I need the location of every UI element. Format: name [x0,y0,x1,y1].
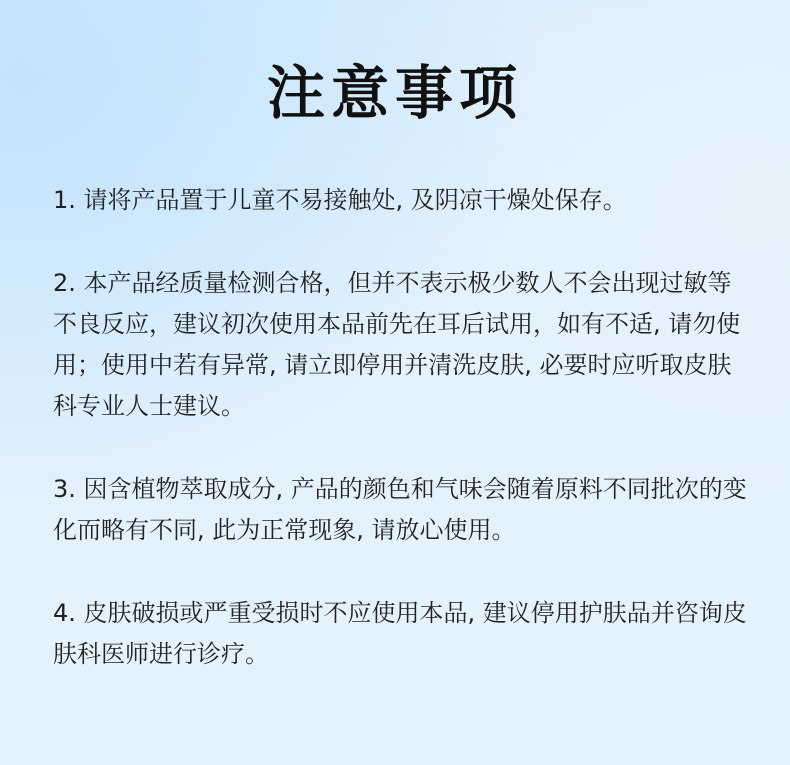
note-item-4: 4. 皮肤破损或严重受损时不应使用本品, 建议停用护肤品并咨询皮肤科医师进行诊疗。 [53,599,747,668]
note-item-1: 1. 请将产品置于儿童不易接触处, 及阴凉干燥处保存。 [53,186,627,214]
page-title: 注意事项 [266,59,523,127]
note-item-2: 2. 本产品经质量检测合格，但并不表示极少数人不会出现过敏等不良反应，建议初次使用本品前先在耳后试用，如有不适, 请勿使用；使用中若有异常, 请立即停用并清洗皮肤, 必要时应听取皮肤科专业人士建议。 [53,269,741,420]
notes-list [53,180,753,675]
note-item-3: 3. 因含植物萃取成分, 产品的颜色和气味会随着原料不同批次的变化而略有不同, 此为正常现象, 请放心使用。 [53,475,747,544]
